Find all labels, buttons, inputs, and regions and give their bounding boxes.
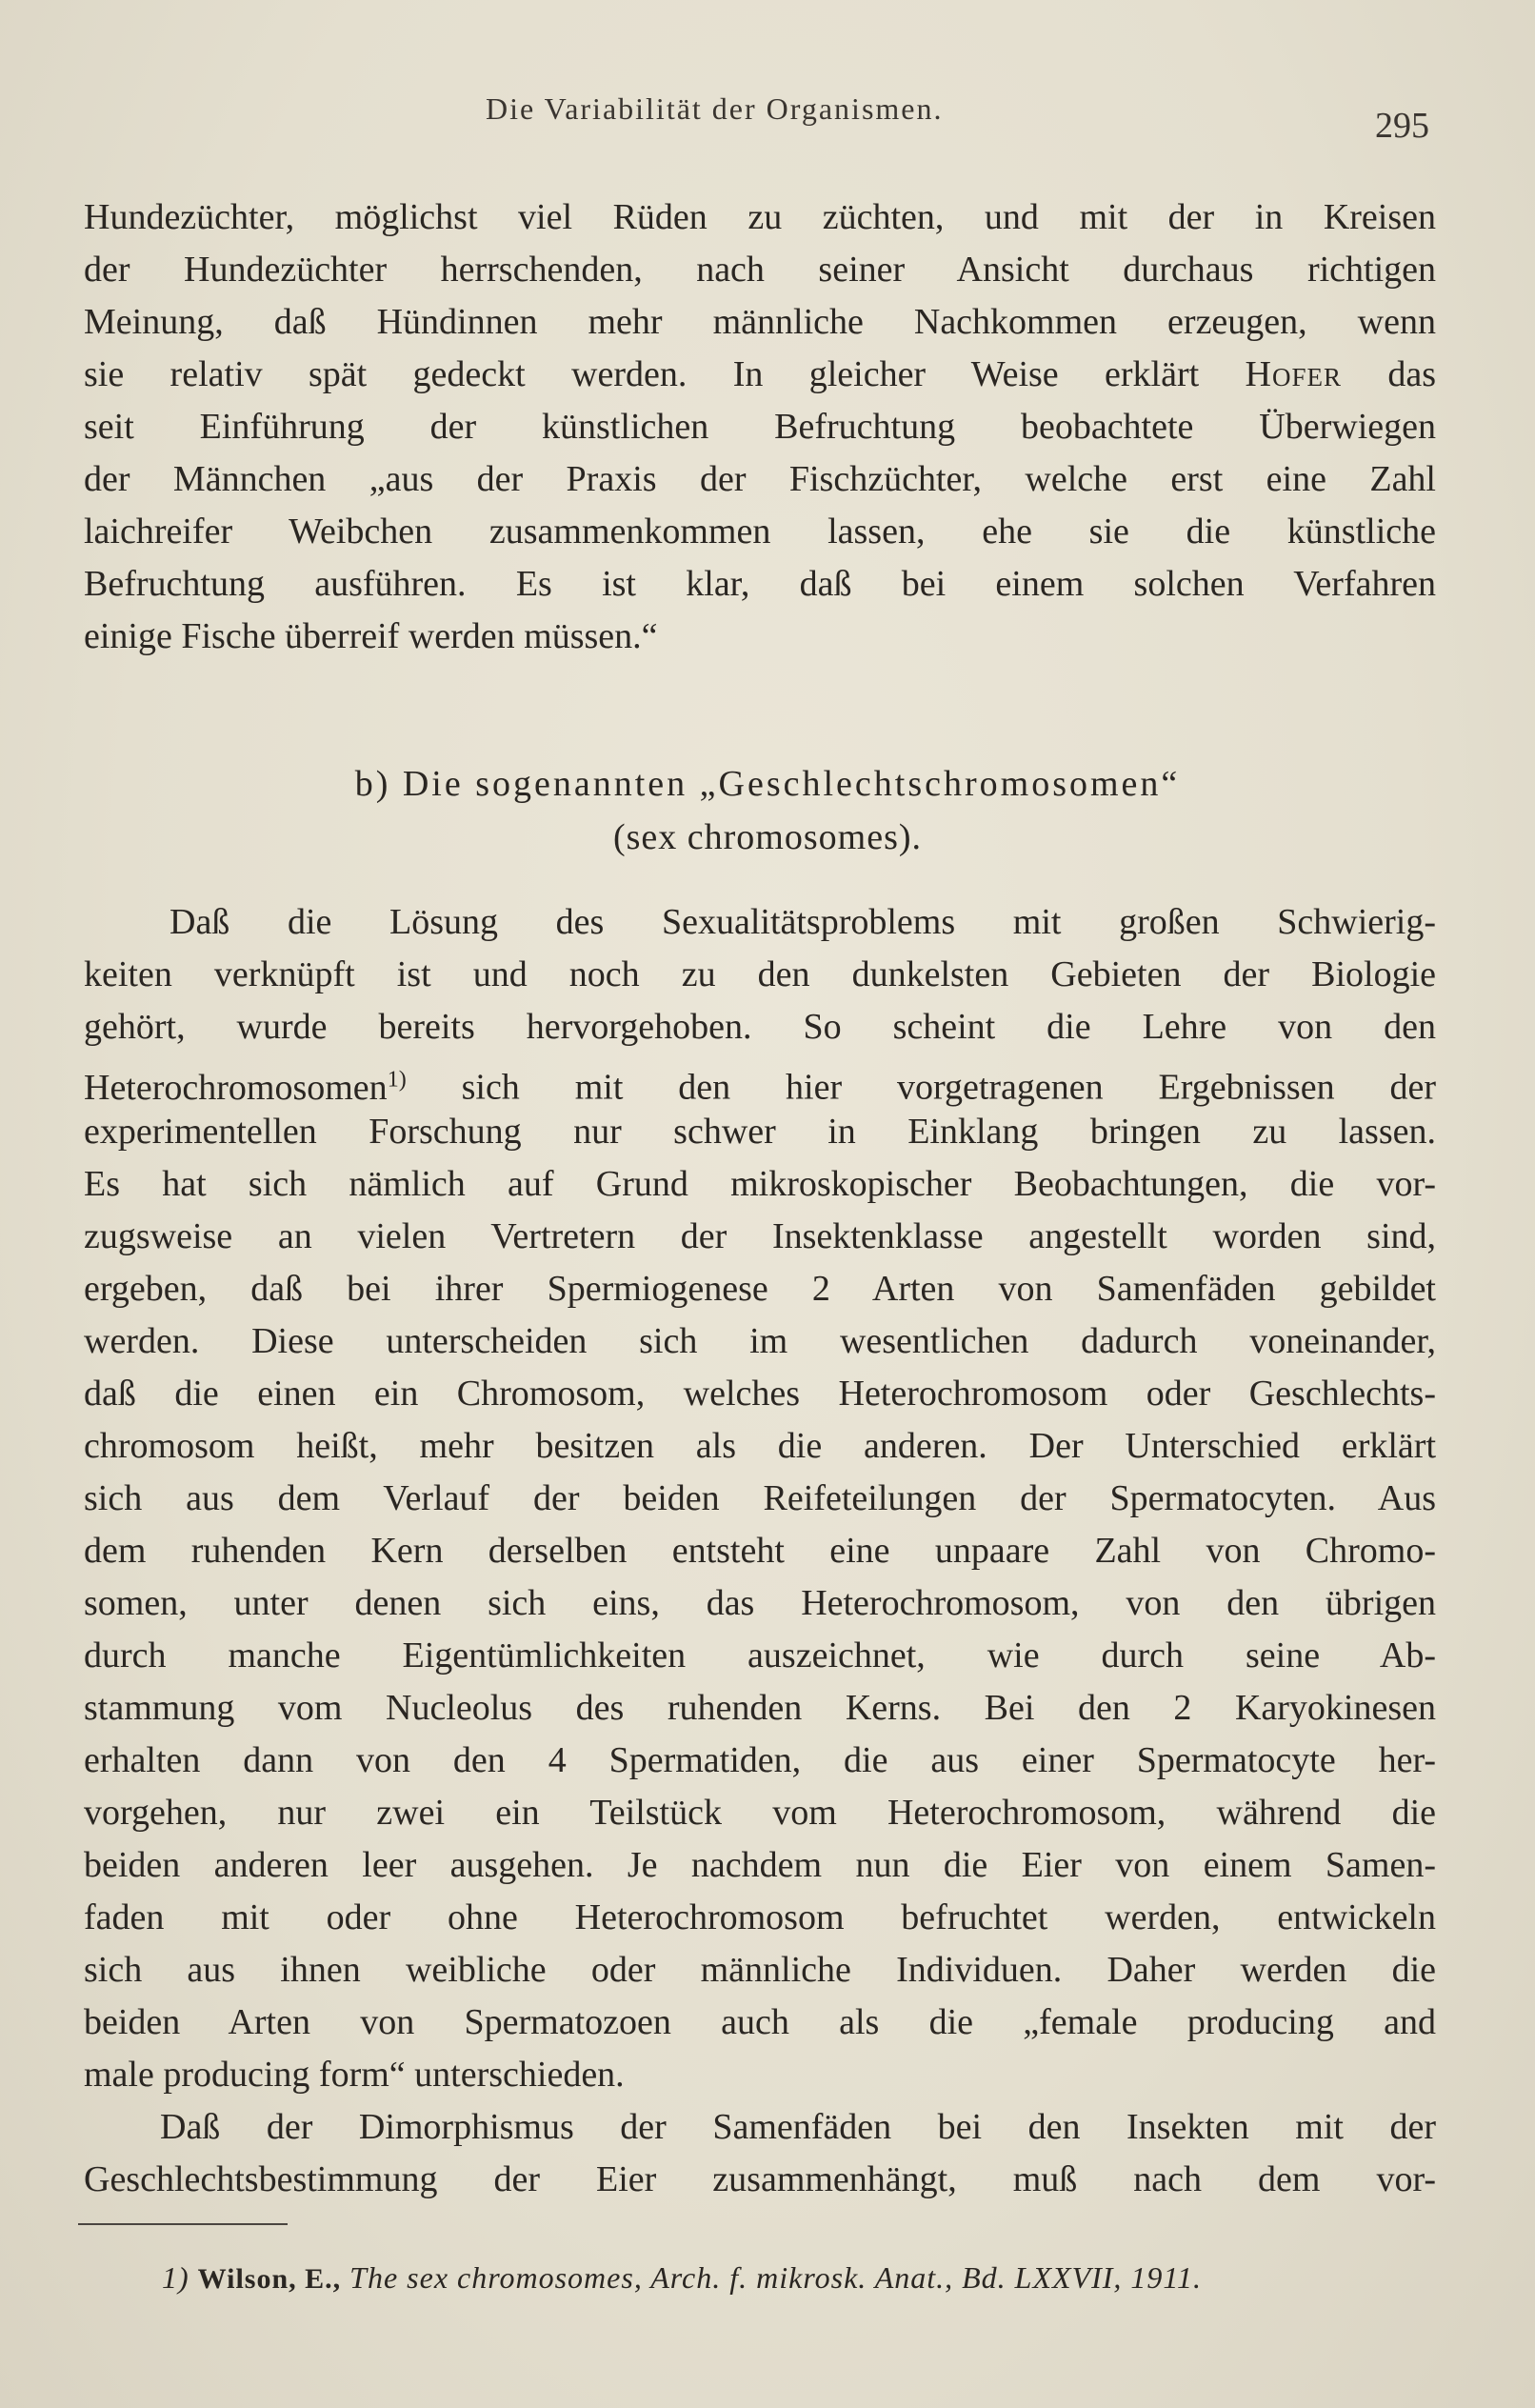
text-line: einige Fische überreif werden müssen.“ (84, 616, 658, 656)
author-name-hofer: Hofer (1245, 354, 1342, 394)
running-title: Die Variabilität der Organismen. (486, 91, 944, 126)
text-segment: sie relativ spät gedeckt werden. In gleicher Weise erklärt (84, 354, 1200, 394)
text-line (84, 1056, 1436, 1111)
text-line: laichreifer Weibchen zusammenkommen lassen, ehe sie die künstliche (84, 512, 1436, 552)
text-segment (84, 1068, 407, 1108)
text-line: experimentellen Forschung nur schwer in Einklang bringen zu lassen. (84, 1112, 1436, 1152)
text-line: keiten verknüpft ist und noch zu den dunkelsten Gebieten der Biologie (84, 954, 1436, 994)
text-line: male producing form“ unterschieden. (84, 2055, 625, 2095)
text-segment: sich mit den hier vorgetragenen Ergebnissen der (461, 1067, 1437, 1108)
footnote-divider (78, 2223, 288, 2225)
text-line: Meinung, daß Hündinnen mehr männliche Nachkommen erzeugen, wenn (84, 302, 1436, 342)
footnote-marker: 1) (162, 2260, 189, 2295)
text-line (84, 351, 1436, 397)
footnote-citation: The sex chromosomes, Arch. f. mikrosk. Anat., Bd. LXXVII, 1911. (349, 2260, 1203, 2295)
footnote-author: Wilson, E., (197, 2263, 342, 2295)
text-line: sich aus ihnen weibliche oder männliche Individuen. Daher werden die (84, 1950, 1436, 1990)
text-line: der Männchen „aus der Praxis der Fischzüchter, welche erst eine Zahl (84, 459, 1436, 499)
text-line: Befruchtung ausführen. Es ist klar, daß bei einem solchen Verfahren (84, 564, 1436, 604)
text-line: beiden Arten von Spermatozoen auch als die „female producing and (84, 2002, 1436, 2042)
text-line: beiden anderen leer ausgehen. Je nachdem nun die Eier von einem Samen- (84, 1845, 1436, 1885)
text-line: Daß die Lösung des Sexualitätsproblems mit großen Schwierig- (169, 902, 1436, 942)
text-line: werden. Diese unterscheiden sich im wesentlichen dadurch voneinander, (84, 1321, 1436, 1361)
text-line: seit Einführung der künstlichen Befruchtung beobachtete Überwiegen (84, 407, 1436, 447)
text-line: durch manche Eigentümlichkeiten auszeichnet, wie durch seine Ab- (84, 1635, 1436, 1676)
text-line: somen, unter denen sich eins, das Heterochromosom, von den übrigen (84, 1583, 1436, 1623)
text-line: erhalten dann von den 4 Spermatiden, die aus einer Spermatocyte her- (84, 1740, 1436, 1780)
text-line: Daß der Dimorphismus der Samenfäden bei den Insekten mit der (160, 2107, 1436, 2147)
text-line: Es hat sich nämlich auf Grund mikroskopischer Beobachtungen, die vor- (84, 1164, 1436, 1204)
text-line: daß die einen ein Chromosom, welches Heterochromosom oder Geschlechts- (84, 1374, 1436, 1414)
section-subheading: (sex chromosomes). (612, 817, 923, 857)
text-line: zugsweise an vielen Vertretern der Insektenklasse angestellt worden sind, (84, 1216, 1436, 1256)
text-line: Hundezüchter, möglichst viel Rüden zu züchten, und mit der in Kreisen (84, 197, 1436, 237)
text-line: ergeben, daß bei ihrer Spermiogenese 2 Arten von Samenfäden gebildet (84, 1269, 1436, 1309)
text-line: Geschlechtsbestimmung der Eier zusammenhängt, muß nach dem vor- (84, 2159, 1436, 2199)
text-line: der Hundezüchter herrschenden, nach seiner Ansicht durchaus richtigen (84, 250, 1436, 290)
text-line: dem ruhenden Kern derselben entsteht eine unpaare Zahl von Chromo- (84, 1531, 1436, 1571)
text-segment: Heterochromosomen (84, 1067, 388, 1108)
text-segment: das (1387, 354, 1437, 394)
text-line: gehört, wurde bereits hervorgehoben. So scheint die Lehre von den (84, 1007, 1436, 1047)
section-heading: b) Die sogenannten „Geschlechtschromosomen“ (354, 764, 1181, 804)
text-line: faden mit oder ohne Heterochromosom befruchtet werden, entwickeln (84, 1897, 1436, 1937)
footnote-reference: 1) (387, 1067, 407, 1092)
text-line: vorgehen, nur zwei ein Teilstück vom Heterochromosom, während die (84, 1793, 1436, 1833)
page-number: 295 (1375, 106, 1429, 146)
footnote (162, 2260, 1202, 2296)
text-line: sich aus dem Verlauf der beiden Reifeteilungen der Spermatocyten. Aus (84, 1478, 1436, 1518)
text-line: stammung vom Nucleolus des ruhenden Kerns. Bei den 2 Karyokinesen (84, 1688, 1436, 1728)
text-line: chromosom heißt, mehr besitzen als die anderen. Der Unterschied erklärt (84, 1426, 1436, 1466)
